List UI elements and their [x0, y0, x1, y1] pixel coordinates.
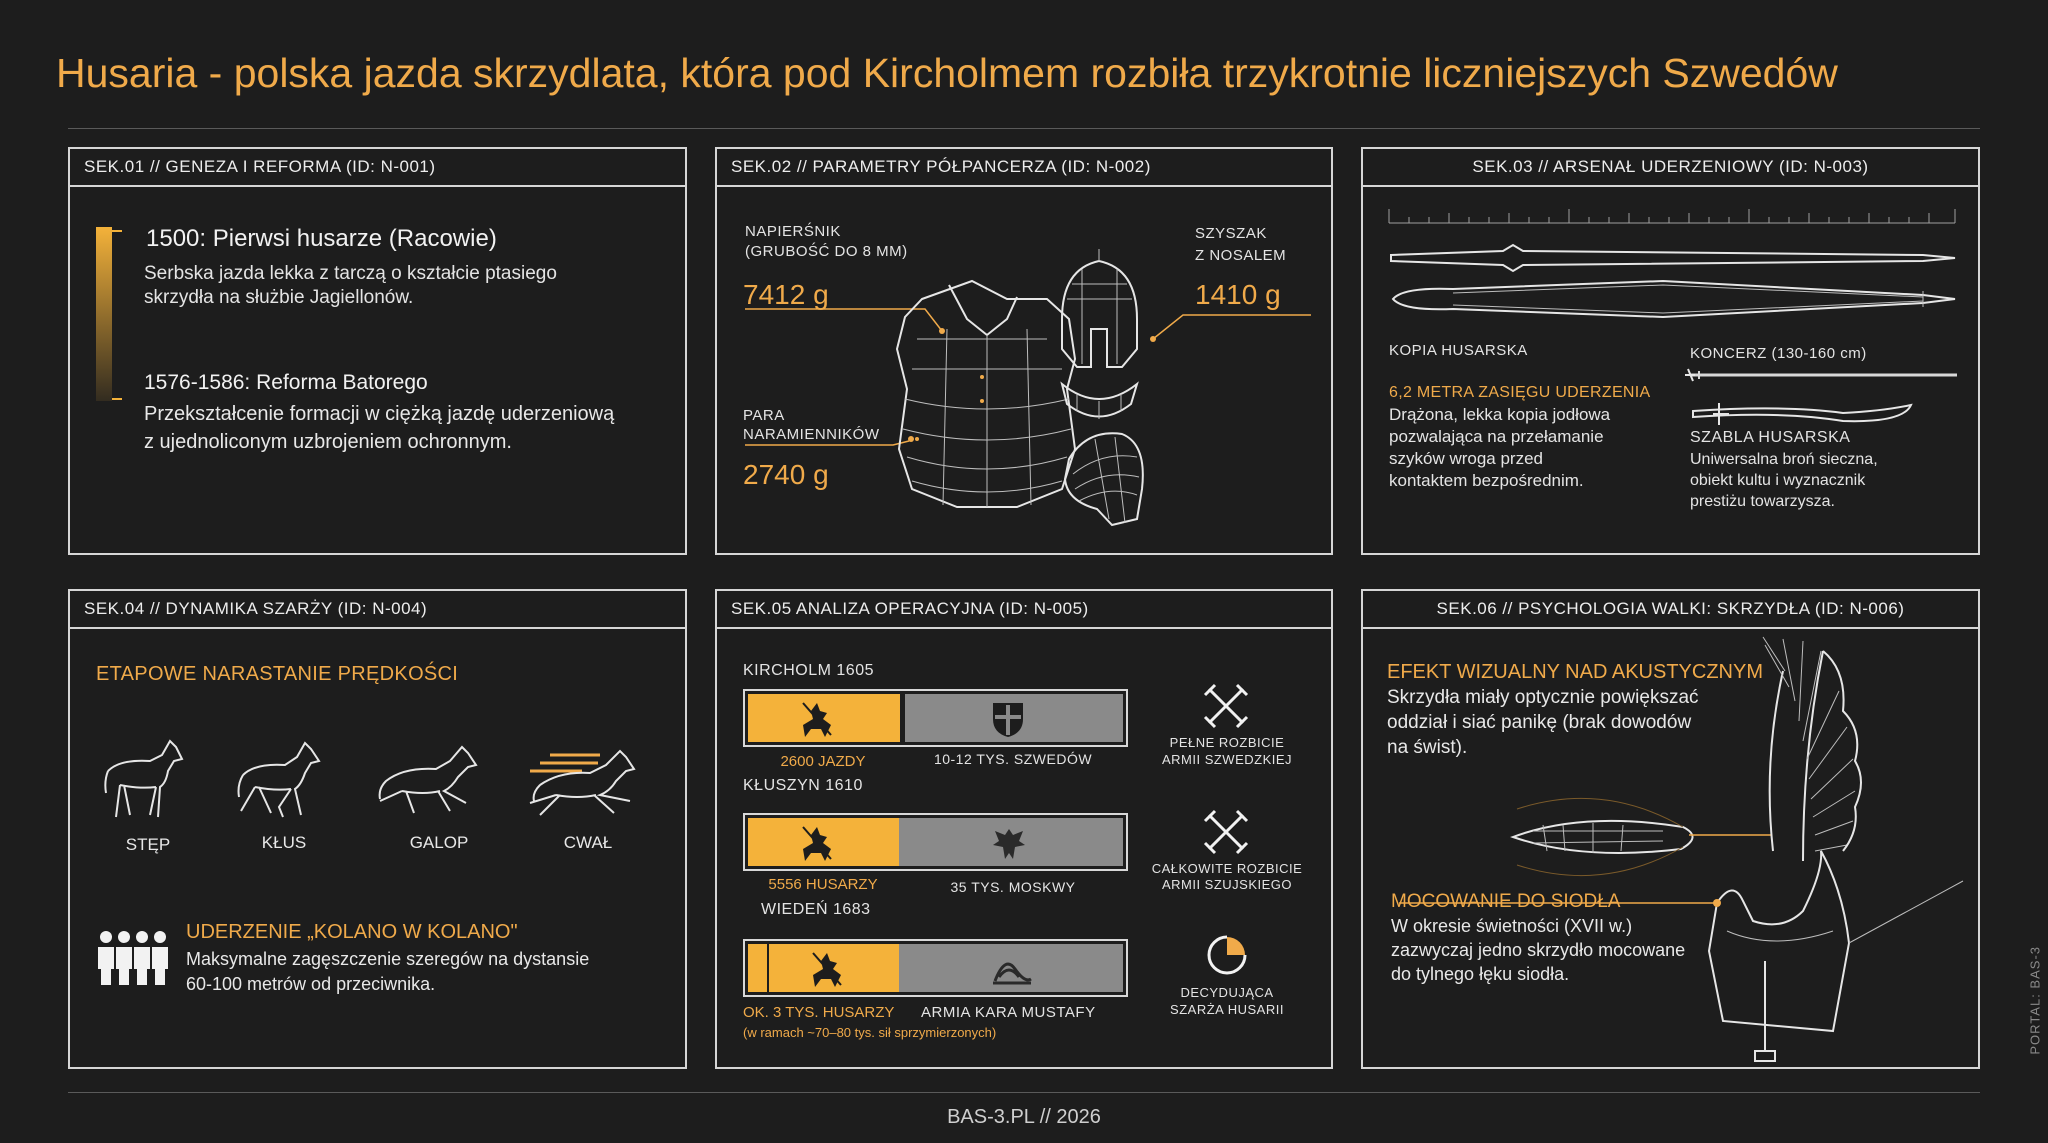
- event-desc-line: z ujednoliconym uzbrojeniem ochronnym.: [144, 431, 512, 453]
- gait-label: CWAŁ: [563, 833, 613, 852]
- page-title: Husaria - polska jazda skrzydlata, która pod Kircholmem rozbiła trzykrotnie liczniejszych Szwedów: [56, 50, 1838, 96]
- result-line: SZARŻA HUSARII: [1170, 1002, 1284, 1017]
- own-force-label: OK. 3 TYS. HUSARZY: [743, 1004, 895, 1021]
- gait-label: GALOP: [409, 833, 469, 852]
- vienna-note: (w ramach ~70–80 tys. sił sprzymierzonych): [743, 1025, 997, 1040]
- result-line: CAŁKOWITE ROZBICIE: [1151, 861, 1303, 876]
- knee-desc-line: Maksymalne zagęszczenie szeregów na dystansie: [186, 949, 590, 969]
- enemy-force-label: 35 TYS. MOSKWY: [950, 879, 1076, 895]
- event-title: 1576-1586: Reforma Batorego: [144, 371, 428, 394]
- visual-desc-line: Skrzydła miały optycznie powiększać: [1387, 687, 1699, 708]
- result-line: PEŁNE ROZBICIE: [1169, 735, 1285, 750]
- enemy-force-label: 10-12 TYS. SZWEDÓW: [933, 751, 1093, 767]
- own-force-label: 2600 JAZDY: [780, 753, 866, 770]
- panel-header: SEK.04 // DYNAMIKA SZARŻY (ID: N-004): [70, 591, 685, 629]
- gait-label: KŁUS: [261, 833, 307, 852]
- koncerz-icon: [1685, 369, 1957, 381]
- panel-header: SEK.01 // GENEZA I REFORMA (ID: N-001): [70, 149, 685, 187]
- sabre-desc-line: obiekt kultu i wyznacznik: [1690, 472, 1866, 489]
- sabre-desc-line: prestiżu towarzysza.: [1690, 493, 1835, 510]
- visual-title: EFEKT WIZUALNY NAD AKUSTYCZNYM: [1387, 661, 1763, 683]
- force-bar: [743, 689, 1128, 747]
- horse-walk-icon: [105, 741, 182, 817]
- force-bar: [743, 939, 1128, 997]
- footer: BAS-3.PL // 2026: [947, 1106, 1101, 1128]
- lance-label: KOPIA HUSARSKA: [1389, 342, 1528, 359]
- gait-label: STĘP: [125, 835, 171, 854]
- feather-wing-icon: [1513, 798, 1693, 875]
- breastplate-label: (GRUBOŚĆ DO 8 MM): [745, 243, 908, 260]
- visual-desc-line: oddział i siać panikę (brak dowodów: [1387, 712, 1692, 733]
- crossed-swords-icon: [1203, 809, 1249, 855]
- sabre-desc-line: Uniwersalna broń sieczna,: [1690, 451, 1878, 468]
- breastplate-label: NAPIERŚNIK: [745, 223, 841, 240]
- event-desc-line: Przekształcenie formacji w ciężką jazdę uderzeniową: [144, 403, 615, 425]
- panel-arsenal: [1361, 147, 1980, 555]
- wing-icon: [1763, 637, 1861, 861]
- horse-gallop-icon: [380, 747, 476, 813]
- panel-header: SEK.06 // PSYCHOLOGIA WALKI: SKRZYDŁA (ID: N-006): [1363, 591, 1978, 629]
- side-label: PORTAL: BAS-3: [2028, 946, 2043, 1055]
- event-desc-line: Serbska jazda lekka z tarczą o kształcie ptasiego: [144, 263, 557, 284]
- result-line: DECYDUJĄCA: [1180, 985, 1274, 1000]
- cuirass-icon: [897, 281, 1075, 507]
- horse-canter-icon: [530, 751, 634, 815]
- wing-saddle-drawing: [1503, 631, 1979, 1067]
- panel-header: SEK.05 ANALIZA OPERACYJNA (ID: N-005): [717, 591, 1331, 629]
- horse-trot-icon: [239, 743, 320, 817]
- russian-eagle-icon: [989, 823, 1029, 863]
- hussar-rider-icon: [797, 699, 837, 739]
- mount-desc-line: W okresie świetności (XVII w.): [1391, 916, 1633, 936]
- timeline-bar: [94, 227, 124, 401]
- event-desc-line: skrzydła na służbie Jagiellonów.: [144, 287, 414, 308]
- mount-title: MOCOWANIE DO SIODŁA: [1391, 891, 1621, 912]
- pauldron-icon: [1065, 433, 1143, 525]
- lance-icon: [1391, 245, 1955, 317]
- lance-desc-line: pozwalająca na przełamanie: [1389, 427, 1604, 446]
- own-force-label: 5556 HUSARZY: [768, 876, 878, 893]
- target-timer-icon: [1205, 933, 1249, 977]
- lance-highlight: 6,2 METRA ZASIĘGU UDERZENIA: [1389, 384, 1651, 401]
- knee-desc-line: 60-100 metrów od przeciwnika.: [186, 974, 436, 994]
- koncerz-label: KONCERZ (130-160 cm): [1690, 345, 1867, 362]
- hussar-rider-icon: [797, 823, 837, 863]
- event-title: 1500: Pierwsi husarze (Racowie): [146, 225, 497, 252]
- pauldron-weight: 2740 g: [743, 459, 829, 490]
- battle-name: WIEDEŃ 1683: [761, 901, 871, 918]
- saddle-icon: [1709, 851, 1963, 1061]
- breastplate-weight: 7412 g: [743, 279, 829, 310]
- lance-desc-line: szyków wroga przed: [1389, 449, 1544, 468]
- gait-horses: [100, 741, 660, 821]
- knee-title: UDERZENIE „KOLANO W KOLANO": [186, 921, 518, 943]
- hussar-rider-icon: [807, 949, 847, 989]
- helmet-label: SZYSZAK: [1195, 225, 1267, 242]
- subtitle: ETAPOWE NARASTANIE PRĘDKOŚCI: [96, 663, 459, 685]
- mount-desc-line: zazwyczaj jedno skrzydło mocowane: [1391, 940, 1686, 960]
- lance-desc-line: kontaktem bezpośrednim.: [1389, 471, 1584, 490]
- visual-desc-line: na świst).: [1387, 737, 1468, 758]
- bottom-divider: [68, 1092, 1980, 1093]
- helmet-icon: [1062, 249, 1137, 419]
- top-divider: [68, 128, 1980, 129]
- panel-dynamika: [68, 589, 687, 1069]
- mount-desc-line: do tylnego łęku siodła.: [1391, 964, 1570, 984]
- helmet-weight: 1410 g: [1195, 279, 1281, 310]
- pauldron-label: PARA: [743, 407, 785, 424]
- enemy-force-label: ARMIA KARA MUSTAFY: [921, 1004, 1096, 1021]
- panel-header: SEK.02 // PARAMETRY PÓŁPANCERZA (ID: N-002): [717, 149, 1331, 187]
- panel-analiza: [715, 589, 1333, 1069]
- helmet-label: Z NOSALEM: [1195, 247, 1287, 264]
- swedish-shield-icon: [991, 701, 1025, 739]
- ottoman-tughra-icon: [985, 949, 1035, 989]
- crossed-swords-icon: [1203, 683, 1249, 729]
- result-line: ARMII SZWEDZKIEJ: [1161, 752, 1293, 767]
- panel-header: SEK.03 // ARSENAŁ UDERZENIOWY (ID: N-003): [1363, 149, 1978, 187]
- group-people-icon: [96, 929, 172, 989]
- panel-geneza: [68, 147, 687, 555]
- battle-name: KŁUSZYN 1610: [743, 777, 863, 794]
- armor-wireframe: [717, 189, 1331, 553]
- panel-psychologia: [1361, 589, 1980, 1069]
- panel-polpancerz: [715, 147, 1333, 555]
- sabre-icon: [1693, 403, 1911, 425]
- bar-divider: [767, 944, 769, 992]
- force-bar: [743, 813, 1128, 871]
- sabre-label: SZABLA HUSARSKA: [1690, 429, 1851, 446]
- lance-desc-line: Drążona, lekka kopia jodłowa: [1389, 405, 1611, 424]
- battle-name: KIRCHOLM 1605: [743, 662, 874, 679]
- pauldron-label: NARAMIENNIKÓW: [743, 426, 880, 443]
- result-line: ARMII SZUJSKIEGO: [1161, 877, 1293, 892]
